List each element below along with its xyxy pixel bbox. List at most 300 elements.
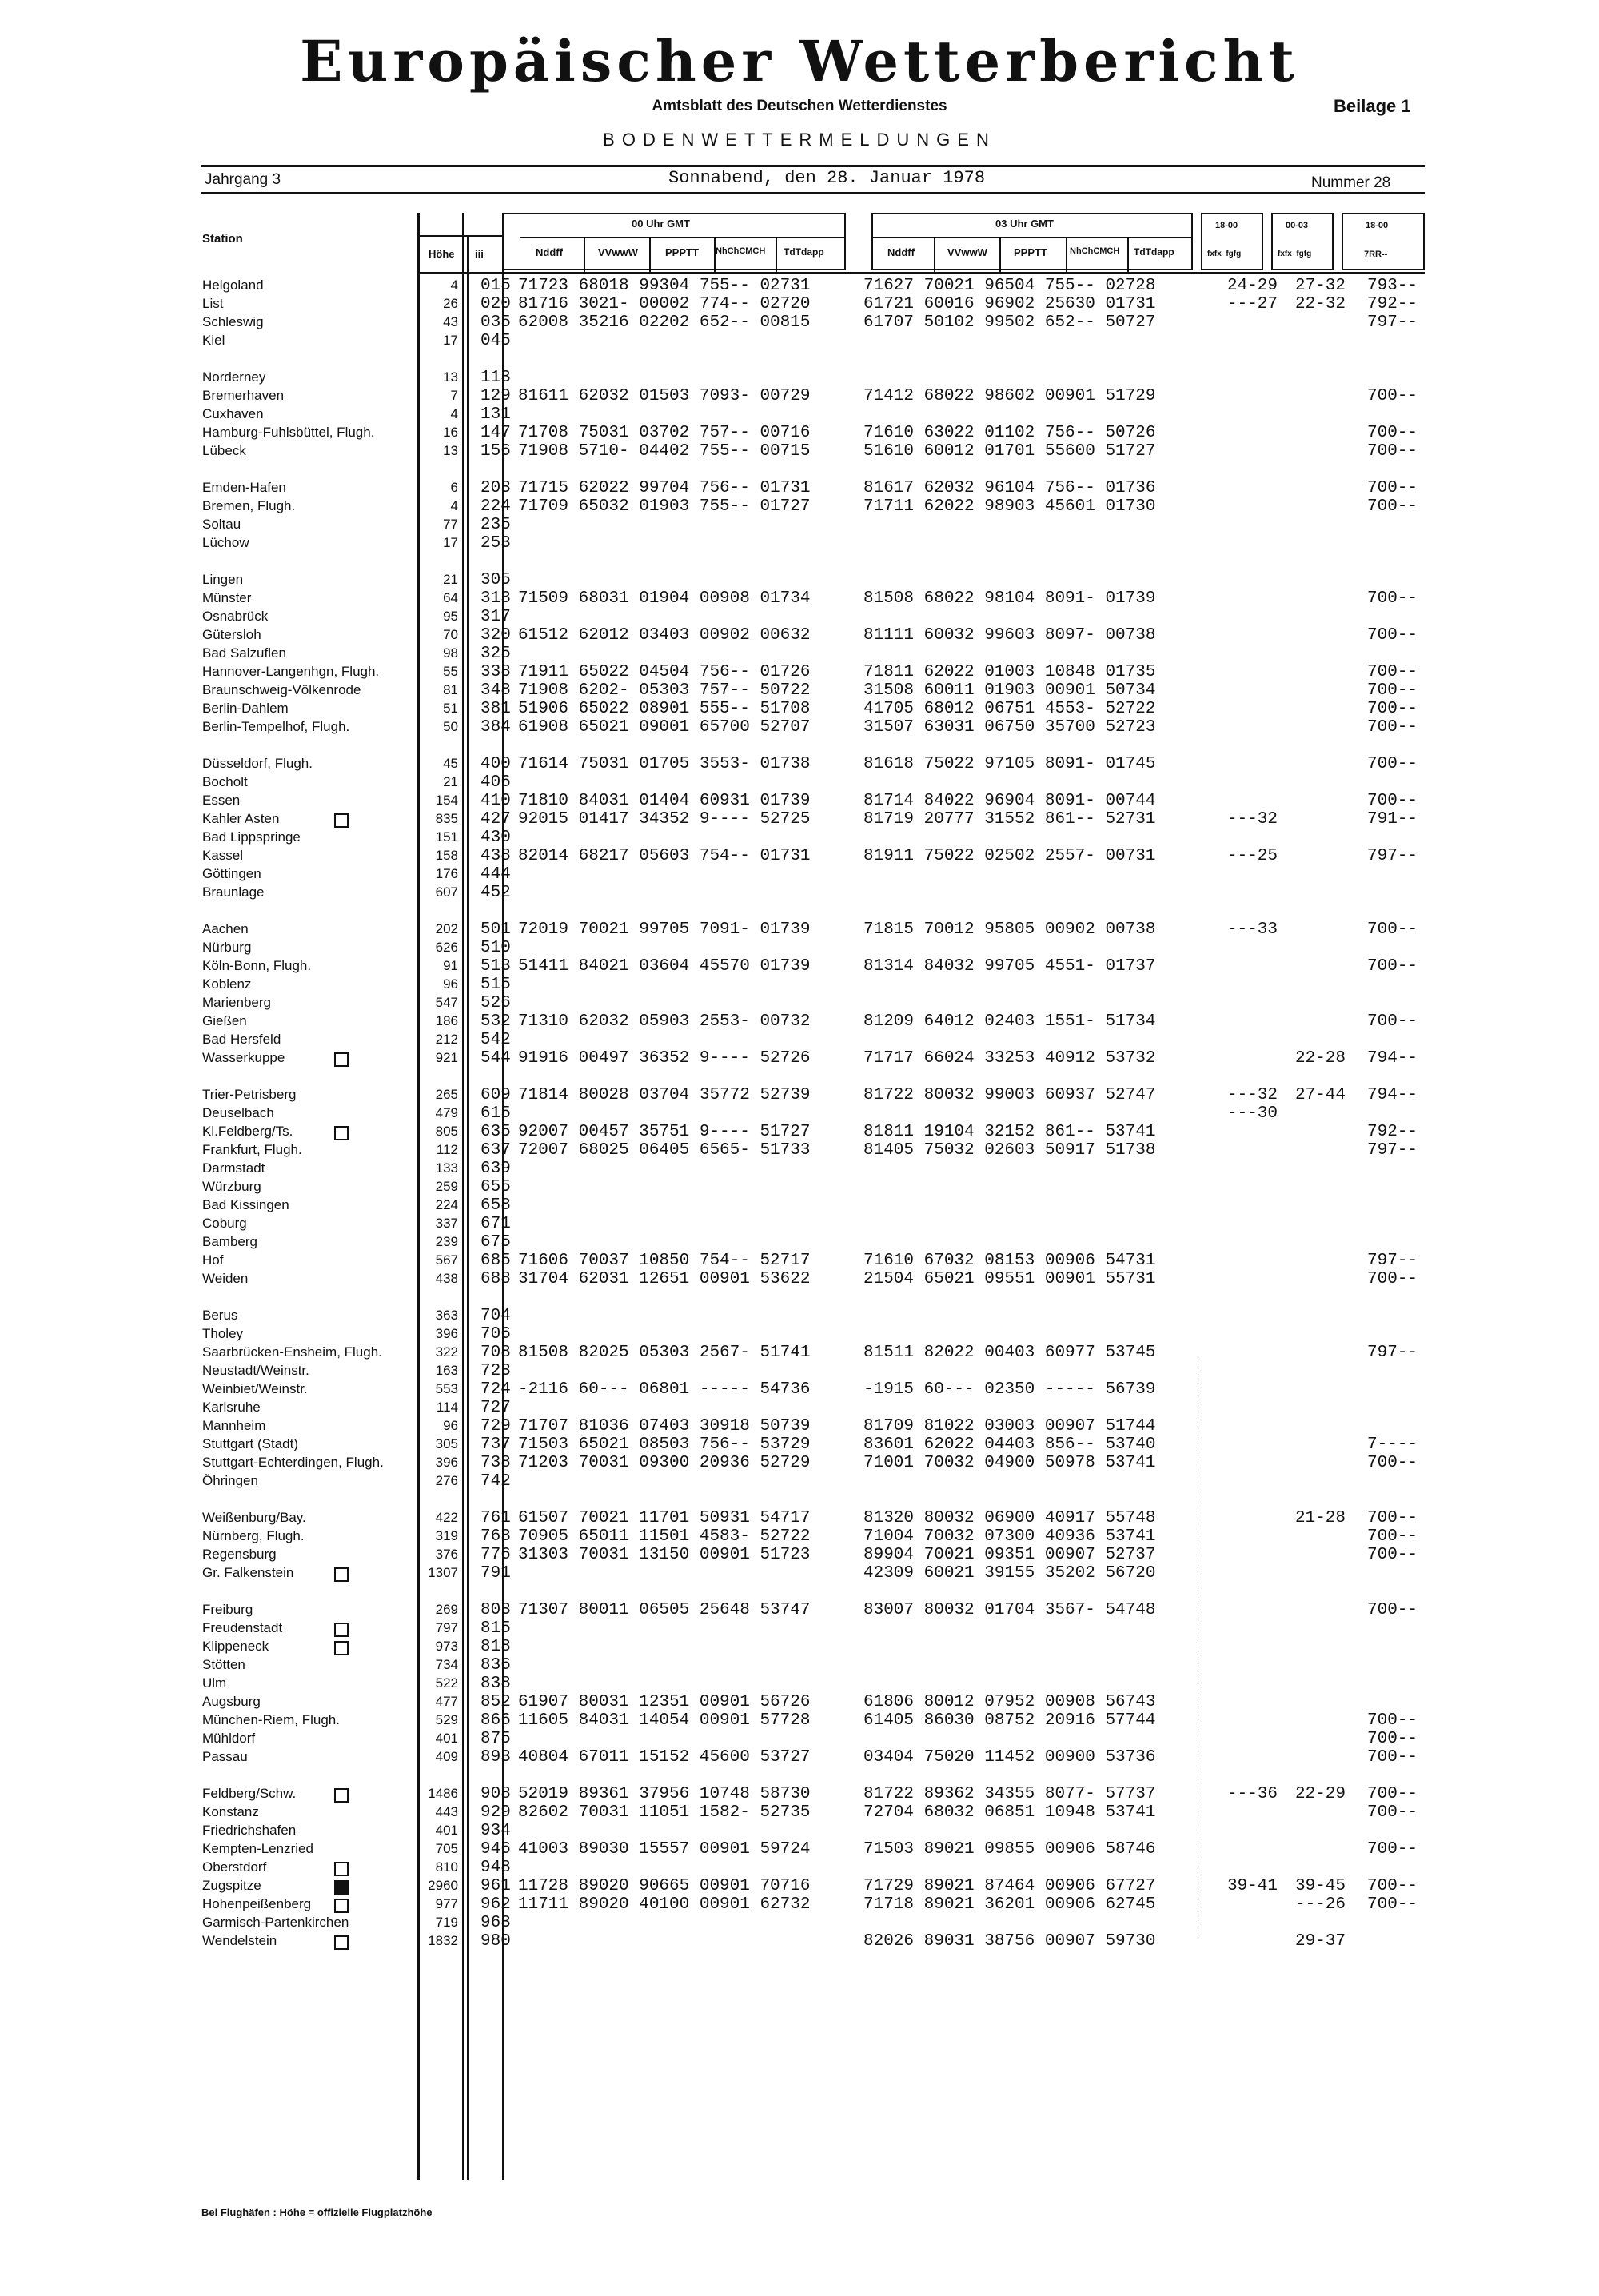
precip-18-00: 794-- <box>1367 1049 1418 1068</box>
obs-03-gmt: 03404 75020 11452 00900 53736 <box>863 1748 1156 1767</box>
station-number: 675 <box>480 1233 511 1252</box>
obs-00-gmt: 71814 80028 03704 35772 52739 <box>518 1086 811 1104</box>
obs-03-gmt: 89904 70021 09351 00907 52737 <box>863 1546 1156 1564</box>
station-height: 319 <box>435 1528 458 1543</box>
table-row <box>0 1877 1599 1895</box>
table-row <box>0 884 1599 902</box>
station-number: 685 <box>480 1252 511 1270</box>
extra1-sub: fxfx–fgfg <box>1207 250 1242 258</box>
obs-03-gmt: 81719 20777 31552 861-- 52731 <box>863 810 1156 829</box>
station-number: 452 <box>480 884 511 902</box>
station-name: Tholey <box>202 1326 244 1341</box>
station-height: 1486 <box>428 1786 458 1801</box>
station-number: 723 <box>480 1362 511 1380</box>
table-row <box>0 1435 1599 1454</box>
table-row <box>0 442 1599 461</box>
table-row <box>0 424 1599 442</box>
station-height: 396 <box>435 1455 458 1470</box>
table-row <box>0 920 1599 939</box>
station-number: 253 <box>480 534 511 553</box>
obs-00-gmt: 72007 68025 06405 6565- 51733 <box>518 1141 811 1160</box>
station-name: Marienberg <box>202 995 271 1010</box>
station-height: 921 <box>435 1050 458 1065</box>
station-name: Bamberg <box>202 1234 257 1249</box>
station-name: Stuttgart (Stadt) <box>202 1436 298 1451</box>
table-row <box>0 405 1599 424</box>
extra3-title: 18-00 <box>1366 221 1389 230</box>
station-name: Karlsruhe <box>202 1400 261 1415</box>
gust-18-00: ---36 <box>1227 1785 1278 1803</box>
station-name: Berlin-Dahlem <box>202 701 289 716</box>
station-name: Garmisch-Partenkirchen <box>202 1915 349 1930</box>
page-title: Europäischer Wetterbericht <box>300 28 1299 94</box>
table-row <box>0 1344 1599 1362</box>
station-height: 4 <box>450 406 458 421</box>
station-name: Stötten <box>202 1657 245 1672</box>
station-height: 51 <box>443 701 458 716</box>
precip-18-00: 797-- <box>1367 847 1418 865</box>
precip-18-00: 700-- <box>1367 387 1418 405</box>
station-height: 705 <box>435 1841 458 1856</box>
station-height: 7 <box>450 388 458 403</box>
station-number: 320 <box>480 626 511 645</box>
station-number: 400 <box>480 755 511 773</box>
precip-18-00: 792-- <box>1367 1123 1418 1141</box>
station-height: 16 <box>443 425 458 440</box>
station-name: Braunschweig-Völkenrode <box>202 682 361 697</box>
table-row <box>0 479 1599 497</box>
gust-00-03: 29-37 <box>1295 1932 1346 1951</box>
station-number: 609 <box>480 1086 511 1104</box>
obs-03-gmt: -1915 60--- 02350 ----- 56739 <box>863 1380 1156 1399</box>
station-height: 805 <box>435 1124 458 1139</box>
station-name: Friedrichshafen <box>202 1823 297 1838</box>
station-number: 637 <box>480 1141 511 1160</box>
obs-00-gmt: 31303 70031 13150 00901 51723 <box>518 1546 811 1564</box>
station-name: Oberstdorf <box>202 1859 267 1875</box>
station-name: Freudenstadt <box>202 1620 283 1635</box>
obs-03-gmt: 81714 84022 96904 8091- 00744 <box>863 792 1156 810</box>
table-row <box>0 1215 1599 1233</box>
station-name: Kiel <box>202 333 225 348</box>
station-name: Bad Salzuflen <box>202 645 286 661</box>
station-name: Passau <box>202 1749 248 1764</box>
station-header: Station <box>202 232 243 246</box>
station-height: 163 <box>435 1363 458 1378</box>
table-row <box>0 332 1599 350</box>
obs-03-gmt: 61806 80012 07952 00908 56743 <box>863 1693 1156 1711</box>
table-row <box>0 718 1599 737</box>
station-name: Stuttgart-Echterdingen, Flugh. <box>202 1455 384 1470</box>
header-rule-bottom <box>201 192 1425 194</box>
precip-18-00: 792-- <box>1367 295 1418 313</box>
obs-00-gmt: 71715 62022 99704 756-- 01731 <box>518 479 811 497</box>
station-name: Zugspitze <box>202 1878 261 1893</box>
station-name: Nürnberg, Flugh. <box>202 1528 305 1543</box>
station-number: 325 <box>480 645 511 663</box>
obs-03-gmt: 61707 50102 99502 652-- 50727 <box>863 313 1156 332</box>
station-number: 131 <box>480 405 511 424</box>
precip-18-00: 700-- <box>1367 920 1418 939</box>
precip-18-00: 700-- <box>1367 1877 1418 1895</box>
station-name: Bad Lippspringe <box>202 829 301 845</box>
station-number: 338 <box>480 663 511 681</box>
table-row <box>0 295 1599 313</box>
table-row <box>0 773 1599 792</box>
iii-header: iii <box>475 248 484 260</box>
station-name: Köln-Bonn, Flugh. <box>202 958 312 973</box>
station-height: 409 <box>435 1749 458 1764</box>
obs-00-gmt: 71307 80011 06505 25648 53747 <box>518 1601 811 1619</box>
obs-03-gmt: 81209 64012 02403 1551- 51734 <box>863 1012 1156 1031</box>
extra2-title: 00-03 <box>1286 221 1309 230</box>
station-name: Mühldorf <box>202 1731 256 1746</box>
station-height: 522 <box>435 1675 458 1691</box>
table-row <box>0 277 1599 295</box>
table-row <box>0 1785 1599 1803</box>
open-square-icon <box>334 1623 349 1637</box>
g1-header-sep-2 <box>649 237 651 272</box>
table-row <box>0 865 1599 884</box>
group1-divider <box>520 237 844 238</box>
station-height: 26 <box>443 296 458 311</box>
obs-03-gmt: 71610 67032 08153 00906 54731 <box>863 1252 1156 1270</box>
precip-18-00: 700-- <box>1367 957 1418 976</box>
obs-00-gmt: 61512 62012 03403 00902 00632 <box>518 626 811 645</box>
obs-00-gmt: 72019 70021 99705 7091- 01739 <box>518 920 811 939</box>
obs-00-gmt: 11605 84031 14054 00901 57728 <box>518 1711 811 1730</box>
table-row <box>0 1123 1599 1141</box>
station-name: Bad Hersfeld <box>202 1032 281 1047</box>
table-row <box>0 957 1599 976</box>
station-name: Würzburg <box>202 1179 261 1194</box>
station-number: 948 <box>480 1859 511 1877</box>
table-row <box>0 1859 1599 1877</box>
station-height: 626 <box>435 940 458 955</box>
station-height: 45 <box>443 756 458 771</box>
station-number: 708 <box>480 1344 511 1362</box>
station-height: 4 <box>450 278 458 293</box>
table-row <box>0 1895 1599 1914</box>
station-name: Essen <box>202 793 241 808</box>
table-row <box>0 1509 1599 1527</box>
table-row <box>0 1932 1599 1951</box>
station-height: 133 <box>435 1160 458 1176</box>
obs-03-gmt: 71610 63022 01102 756-- 50726 <box>863 424 1156 442</box>
obs-03-gmt: 81314 84032 99705 4551- 01737 <box>863 957 1156 976</box>
station-name: Freiburg <box>202 1602 253 1617</box>
station-name: Helgoland <box>202 278 264 293</box>
table-row <box>0 1178 1599 1196</box>
station-height: 55 <box>443 664 458 679</box>
obs-03-gmt: 83601 62022 04403 856-- 53740 <box>863 1435 1156 1454</box>
group2-divider <box>873 237 1191 238</box>
station-height: 259 <box>435 1179 458 1194</box>
station-name: Frankfurt, Flugh. <box>202 1142 302 1157</box>
obs-00-gmt: 71614 75031 01705 3553- 01738 <box>518 755 811 773</box>
table-row <box>0 1840 1599 1859</box>
table-row <box>0 1472 1599 1491</box>
table-row <box>0 369 1599 387</box>
hoehe-header: Höhe <box>429 248 455 260</box>
station-number: 384 <box>480 718 511 737</box>
station-number: 513 <box>480 957 511 976</box>
precip-18-00: 797-- <box>1367 1141 1418 1160</box>
extra2-sub: fxfx–fgfg <box>1278 250 1312 258</box>
station-number: 980 <box>480 1932 511 1951</box>
table-row <box>0 534 1599 553</box>
station-name: Bremen, Flugh. <box>202 498 296 513</box>
obs-03-gmt: 71729 89021 87464 00906 67727 <box>863 1877 1156 1895</box>
station-height: 158 <box>435 848 458 863</box>
precip-18-00: 700-- <box>1367 755 1418 773</box>
station-height: 176 <box>435 866 458 881</box>
g2-header-sep-4 <box>1127 237 1129 272</box>
obs-00-gmt: 62008 35216 02202 652-- 00815 <box>518 313 811 332</box>
precip-18-00: 700-- <box>1367 1803 1418 1822</box>
station-number: 406 <box>480 773 511 792</box>
table-row <box>0 1601 1599 1619</box>
station-number: 313 <box>480 589 511 608</box>
station-name: Kahler Asten <box>202 811 280 826</box>
obs-00-gmt: 71310 62032 05903 2553- 00732 <box>518 1012 811 1031</box>
station-height: 2960 <box>428 1878 458 1893</box>
station-height: 265 <box>435 1087 458 1102</box>
table-row <box>0 1638 1599 1656</box>
station-name: Nürburg <box>202 940 252 955</box>
table-row <box>0 1803 1599 1822</box>
obs-03-gmt: 83007 80032 01704 3567- 54748 <box>863 1601 1156 1619</box>
station-height: 224 <box>435 1197 458 1212</box>
station-height: 212 <box>435 1032 458 1047</box>
table-row <box>0 645 1599 663</box>
precip-18-00: 700-- <box>1367 1527 1418 1546</box>
g1-header-sep-4 <box>776 237 777 272</box>
station-name: Augsburg <box>202 1694 261 1709</box>
table-row <box>0 516 1599 534</box>
obs-03-gmt: 71811 62022 01003 10848 01735 <box>863 663 1156 681</box>
station-number: 742 <box>480 1472 511 1491</box>
station-number: 962 <box>480 1895 511 1914</box>
table-row <box>0 810 1599 829</box>
precip-18-00: 797-- <box>1367 313 1418 332</box>
obs-00-gmt: 71908 6202- 05303 757-- 50722 <box>518 681 811 700</box>
obs-00-gmt: 61907 80031 12351 00901 56726 <box>518 1693 811 1711</box>
extra1-title: 18-00 <box>1215 221 1238 230</box>
station-height: 1307 <box>428 1565 458 1580</box>
station-height: 477 <box>435 1694 458 1709</box>
header-bottom-rule <box>417 272 1425 274</box>
obs-03-gmt: 81617 62032 96104 756-- 01736 <box>863 479 1156 497</box>
precip-18-00: 700-- <box>1367 681 1418 700</box>
open-square-icon <box>334 1052 349 1067</box>
g2-col-vvwww: VVwwW <box>947 246 987 258</box>
table-row <box>0 1748 1599 1767</box>
table-row <box>0 1086 1599 1104</box>
obs-03-gmt: 81508 68022 98104 8091- 01739 <box>863 589 1156 608</box>
station-name: Osnabrück <box>202 609 269 624</box>
obs-00-gmt: -2116 60--- 06801 ----- 54736 <box>518 1380 811 1399</box>
gust-00-03: 22-28 <box>1295 1049 1346 1068</box>
obs-03-gmt: 31507 63031 06750 35700 52723 <box>863 718 1156 737</box>
precip-18-00: 700-- <box>1367 1840 1418 1859</box>
open-square-icon <box>334 1788 349 1803</box>
station-height: 13 <box>443 443 458 458</box>
station-height: 1832 <box>428 1933 458 1948</box>
table-row <box>0 939 1599 957</box>
obs-00-gmt: 11711 89020 40100 00901 62732 <box>518 1895 811 1914</box>
station-name: Emden-Hafen <box>202 480 286 495</box>
station-height: 977 <box>435 1896 458 1911</box>
station-name: Hannover-Langenhgn, Flugh. <box>202 664 380 679</box>
precip-18-00: 700-- <box>1367 497 1418 516</box>
gust-00-03: 21-28 <box>1295 1509 1346 1527</box>
station-height: 443 <box>435 1804 458 1819</box>
station-height: 50 <box>443 719 458 734</box>
precip-18-00: 700-- <box>1367 1895 1418 1914</box>
precip-18-00: 700-- <box>1367 442 1418 461</box>
station-number: 908 <box>480 1785 511 1803</box>
precip-18-00: 700-- <box>1367 424 1418 442</box>
table-row <box>0 1399 1599 1417</box>
station-name: Aachen <box>202 921 249 936</box>
table-row <box>0 497 1599 516</box>
obs-03-gmt: 71718 89021 36201 00906 62745 <box>863 1895 1156 1914</box>
station-height: 151 <box>435 829 458 845</box>
open-square-icon <box>334 1935 349 1950</box>
station-height: 21 <box>443 572 458 587</box>
station-number: 203 <box>480 479 511 497</box>
obs-00-gmt: 92007 00457 35751 9---- 51727 <box>518 1123 811 1141</box>
station-name: Düsseldorf, Flugh. <box>202 756 313 771</box>
station-name: Kempten-Lenzried <box>202 1841 313 1856</box>
station-number: 156 <box>480 442 511 461</box>
gust-00-03: 27-32 <box>1295 277 1346 295</box>
station-name: Trier-Petrisberg <box>202 1087 297 1102</box>
station-number: 381 <box>480 700 511 718</box>
gust-18-00: ---27 <box>1227 295 1278 313</box>
station-height: 202 <box>435 921 458 936</box>
station-height: 17 <box>443 333 458 348</box>
station-height: 96 <box>443 1418 458 1433</box>
open-square-icon <box>334 1126 349 1140</box>
obs-00-gmt: 70905 65011 11501 4583- 52722 <box>518 1527 811 1546</box>
station-height: 114 <box>436 1400 458 1415</box>
g2-col-clouds: NhChCMCH <box>1070 246 1120 256</box>
station-name: Klippeneck <box>202 1639 269 1654</box>
station-name: Bad Kissingen <box>202 1197 289 1212</box>
station-name: Neustadt/Weinstr. <box>202 1363 309 1378</box>
station-name: Lingen <box>202 572 244 587</box>
gust-18-00: ---32 <box>1227 810 1278 829</box>
station-number: 761 <box>480 1509 511 1527</box>
obs-00-gmt: 51906 65022 08901 555-- 51708 <box>518 700 811 718</box>
precip-18-00: 700-- <box>1367 718 1418 737</box>
station-number: 852 <box>480 1693 511 1711</box>
station-number: 020 <box>480 295 511 313</box>
beilage-label: Beilage 1 <box>1334 96 1411 116</box>
table-row <box>0 1252 1599 1270</box>
obs-03-gmt: 71717 66024 33253 40912 53732 <box>863 1049 1156 1068</box>
obs-03-gmt: 51610 60012 01701 55600 51727 <box>863 442 1156 461</box>
table-row <box>0 387 1599 405</box>
subtitle: Amtsblatt des Deutschen Wetterdienstes <box>652 98 947 114</box>
station-number: 410 <box>480 792 511 810</box>
group2-title: 03 Uhr GMT <box>995 218 1054 230</box>
obs-03-gmt: 71412 68022 98602 00901 51729 <box>863 387 1156 405</box>
station-number: 317 <box>480 608 511 626</box>
table-row <box>0 1417 1599 1435</box>
station-number: 763 <box>480 1527 511 1546</box>
station-name: München-Riem, Flugh. <box>202 1712 340 1727</box>
obs-03-gmt: 81911 75022 02502 2557- 00731 <box>863 847 1156 865</box>
station-number: 544 <box>480 1049 511 1068</box>
g1-col-ppptt: PPPTT <box>665 246 699 258</box>
station-name: Cuxhaven <box>202 406 264 421</box>
g2-col-nddff: Nddff <box>887 246 915 258</box>
station-name: Gr. Falkenstein <box>202 1565 294 1580</box>
precip-18-00: 700-- <box>1367 792 1418 810</box>
table-row <box>0 1546 1599 1564</box>
station-name: Braunlage <box>202 884 265 900</box>
table-row <box>0 608 1599 626</box>
station-number: 015 <box>480 277 511 295</box>
station-number: 113 <box>480 369 511 387</box>
station-number: 348 <box>480 681 511 700</box>
g2-header-sep-2 <box>999 237 1001 272</box>
station-name: Konstanz <box>202 1804 259 1819</box>
open-square-icon <box>334 1899 349 1913</box>
precip-18-00: 700-- <box>1367 1012 1418 1031</box>
open-square-icon <box>334 813 349 828</box>
obs-00-gmt: 71911 65022 04504 756-- 01726 <box>518 663 811 681</box>
station-number: 235 <box>480 516 511 534</box>
obs-00-gmt: 82602 70031 11051 1582- 52735 <box>518 1803 811 1822</box>
station-height: 547 <box>435 995 458 1010</box>
filled-square-icon <box>334 1880 349 1895</box>
station-number: 224 <box>480 497 511 516</box>
precip-18-00: 794-- <box>1367 1086 1418 1104</box>
station-height: 4 <box>450 498 458 513</box>
open-square-icon <box>334 1641 349 1655</box>
table-row <box>0 976 1599 994</box>
station-name: Göttingen <box>202 866 261 881</box>
station-name: Koblenz <box>202 976 252 992</box>
station-height: 396 <box>435 1326 458 1341</box>
g2-col-tdtd: TdTdapp <box>1134 246 1174 258</box>
station-name: Lüchow <box>202 535 249 550</box>
station-height: 401 <box>435 1731 458 1746</box>
gust-00-03: 22-29 <box>1295 1785 1346 1803</box>
obs-00-gmt: 71503 65021 08503 756-- 53729 <box>518 1435 811 1454</box>
table-row <box>0 1141 1599 1160</box>
station-height: 91 <box>443 958 458 973</box>
station-name: Hohenpeißenberg <box>202 1896 312 1911</box>
station-number: 818 <box>480 1638 511 1656</box>
station-height: 479 <box>435 1105 458 1120</box>
table-row <box>0 313 1599 332</box>
station-name: Kl.Feldberg/Ts. <box>202 1124 293 1139</box>
precip-18-00: 700-- <box>1367 1711 1418 1730</box>
table-row <box>0 1656 1599 1675</box>
precip-18-00: 700-- <box>1367 479 1418 497</box>
station-height: 973 <box>435 1639 458 1654</box>
station-height: 438 <box>435 1271 458 1286</box>
station-number: 738 <box>480 1454 511 1472</box>
obs-03-gmt: 72704 68032 06851 10948 53741 <box>863 1803 1156 1822</box>
station-number: 688 <box>480 1270 511 1288</box>
table-row <box>0 1160 1599 1178</box>
